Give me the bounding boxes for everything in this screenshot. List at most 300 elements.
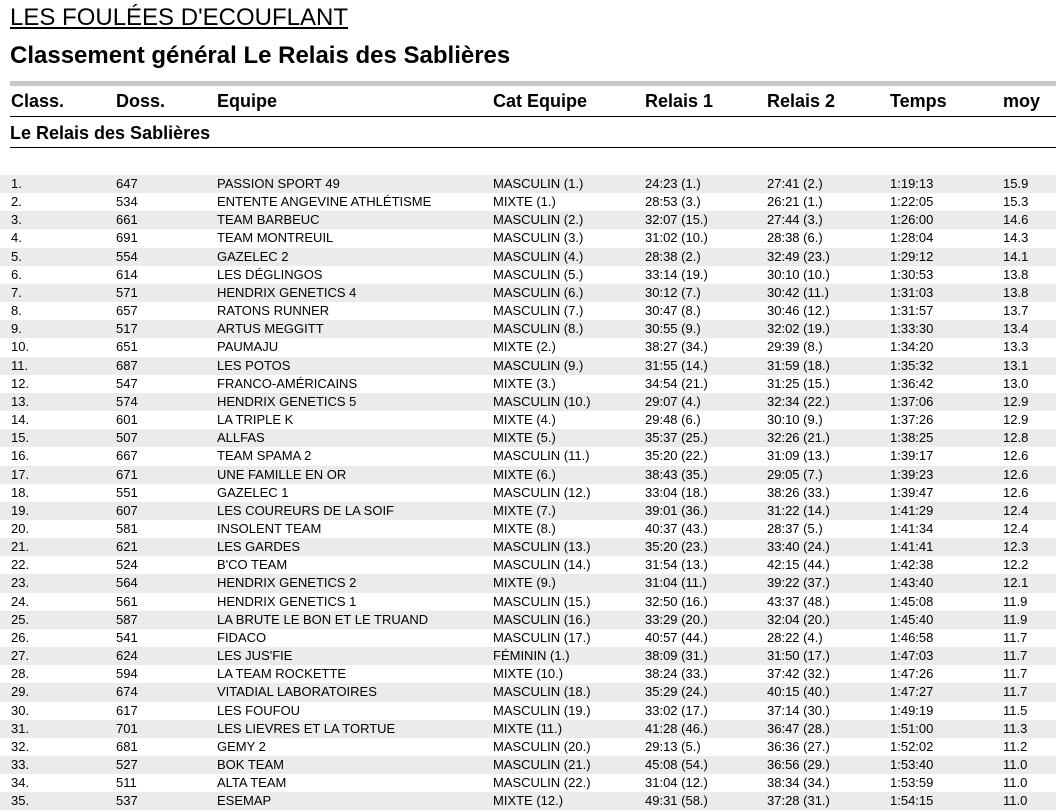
table-row <box>0 466 1056 484</box>
cell-rank: 18. <box>11 484 30 500</box>
cell-total-time: 1:35:32 <box>890 357 934 373</box>
cell-relay-1-time: 31:04 (12.) <box>645 775 708 791</box>
cell-rank: 1. <box>11 176 22 191</box>
cell-rank: 17. <box>11 466 30 482</box>
cell-team-name: LES POTOS <box>217 357 291 373</box>
cell-team-name: ALTA TEAM <box>217 775 287 791</box>
table-row <box>0 357 1056 375</box>
cell-relay-1-time: 28:38 (2.) <box>645 248 701 264</box>
cell-team-name: LA TRIPLE K <box>217 412 294 428</box>
cell-bib: 527 <box>116 757 138 772</box>
cell-team-name: HENDRIX GENETICS 2 <box>217 575 357 591</box>
cell-category: MIXTE (11.) <box>493 720 563 736</box>
cell-total-time: 1:26:00 <box>890 212 934 228</box>
cell-relay-1-time: 35:20 (23.) <box>645 539 708 555</box>
cell-bib: 524 <box>116 557 138 573</box>
cell-category: MASCULIN (8.) <box>493 321 584 337</box>
cell-category: MIXTE (5.) <box>493 430 556 446</box>
cell-relay-2-time: 37:42 (32.) <box>767 666 830 682</box>
cell-team-name: ARTUS MEGGITT <box>217 321 324 337</box>
organizer-title: LES FOULÉES D'ECOUFLANT <box>10 4 348 31</box>
table-row <box>0 738 1056 756</box>
cell-relay-1-time: 33:02 (17.) <box>645 702 708 718</box>
cell-total-time: 1:33:30 <box>890 321 934 337</box>
cell-avg-speed: 13.8 <box>1003 284 1029 300</box>
cell-rank: 31. <box>11 720 30 736</box>
cell-bib: 661 <box>116 212 138 228</box>
table-row <box>0 411 1056 429</box>
cell-bib: 651 <box>116 339 138 355</box>
cell-category: MIXTE (12.) <box>493 793 564 809</box>
cell-avg-speed: 13.0 <box>1003 375 1029 391</box>
cell-team-name: VITADIAL LABORATOIRES <box>217 684 377 700</box>
cell-relay-1-time: 33:04 (18.) <box>645 484 708 500</box>
cell-bib: 507 <box>116 430 138 446</box>
cell-rank: 21. <box>11 539 30 555</box>
cell-relay-1-time: 35:20 (22.) <box>645 448 708 464</box>
cell-category: MIXTE (7.) <box>493 502 556 518</box>
cell-relay-2-time: 31:25 (15.) <box>767 375 830 391</box>
cell-relay-1-time: 31:55 (14.) <box>645 357 708 373</box>
cell-total-time: 1:28:04 <box>890 230 934 246</box>
cell-total-time: 1:36:42 <box>890 375 934 391</box>
table-row <box>0 320 1056 338</box>
column-header-cat-equipe: Cat Equipe <box>493 91 588 111</box>
cell-relay-1-time: 49:31 (58.) <box>645 793 708 809</box>
cell-rank: 22. <box>11 557 30 573</box>
cell-rank: 8. <box>11 303 22 319</box>
cell-total-time: 1:47:03 <box>890 648 934 664</box>
table-row <box>0 229 1056 247</box>
cell-category: MIXTE (8.) <box>493 520 556 536</box>
cell-bib: 554 <box>116 248 138 264</box>
cell-relay-1-time: 31:04 (11.) <box>645 575 707 591</box>
cell-rank: 10. <box>11 339 30 355</box>
cell-category: MASCULIN (10.) <box>493 393 591 409</box>
table-row <box>0 538 1056 556</box>
cell-category: MASCULIN (7.) <box>493 303 584 319</box>
cell-category: MASCULIN (3.) <box>493 230 584 246</box>
cell-category: MIXTE (4.) <box>493 412 556 428</box>
cell-rank: 35. <box>11 793 30 809</box>
cell-relay-2-time: 37:14 (30.) <box>767 702 830 718</box>
cell-rank: 7. <box>11 284 22 300</box>
cell-avg-speed: 12.6 <box>1003 466 1029 482</box>
cell-total-time: 1:41:41 <box>890 539 934 555</box>
cell-team-name: HENDRIX GENETICS 1 <box>217 593 357 609</box>
cell-relay-2-time: 32:02 (19.) <box>767 321 830 337</box>
table-row <box>0 756 1056 774</box>
cell-avg-speed: 11.3 <box>1003 720 1028 736</box>
cell-relay-1-time: 38:24 (33.) <box>645 666 708 682</box>
table-row <box>0 248 1056 266</box>
table-row <box>0 211 1056 229</box>
cell-bib: 621 <box>116 539 138 555</box>
cell-relay-1-time: 38:09 (31.) <box>645 648 708 664</box>
cell-total-time: 1:46:58 <box>890 629 934 645</box>
cell-team-name: FIDACO <box>217 629 267 645</box>
cell-category: MASCULIN (17.) <box>493 629 591 645</box>
cell-category: MIXTE (6.) <box>493 466 556 482</box>
cell-total-time: 1:45:40 <box>890 611 934 627</box>
cell-category: MIXTE (2.) <box>493 339 556 355</box>
cell-bib: 671 <box>116 466 138 482</box>
cell-total-time: 1:30:53 <box>890 266 934 282</box>
cell-bib: 614 <box>116 266 138 282</box>
cell-total-time: 1:37:26 <box>890 412 934 428</box>
cell-relay-1-time: 33:29 (20.) <box>645 611 708 627</box>
cell-avg-speed: 13.7 <box>1003 303 1029 319</box>
cell-relay-2-time: 28:38 (6.) <box>767 230 823 246</box>
cell-total-time: 1:41:34 <box>890 520 934 536</box>
cell-rank: 33. <box>11 757 30 772</box>
cell-relay-1-time: 29:48 (6.) <box>645 412 701 428</box>
table-row <box>0 556 1056 574</box>
cell-relay-2-time: 30:46 (12.) <box>767 303 830 319</box>
table-row <box>0 593 1056 611</box>
cell-avg-speed: 11.0 <box>1003 793 1028 809</box>
cell-total-time: 1:45:08 <box>890 593 934 609</box>
cell-bib: 551 <box>116 484 138 500</box>
cell-relay-2-time: 36:56 (29.) <box>767 757 830 772</box>
cell-category: MASCULIN (1.) <box>493 176 584 191</box>
cell-team-name: HENDRIX GENETICS 5 <box>217 393 357 409</box>
cell-avg-speed: 12.4 <box>1003 520 1029 536</box>
table-row <box>0 302 1056 320</box>
cell-relay-1-time: 30:12 (7.) <box>645 284 701 300</box>
table-row <box>0 175 1056 193</box>
cell-relay-2-time: 31:59 (18.) <box>767 357 830 373</box>
cell-category: MASCULIN (2.) <box>493 212 584 228</box>
results-table <box>0 175 1056 810</box>
cell-relay-1-time: 35:29 (24.) <box>645 684 708 700</box>
cell-team-name: B'CO TEAM <box>217 557 288 573</box>
section-rule <box>10 147 1056 148</box>
table-row <box>0 683 1056 701</box>
cell-team-name: LES FOUFOU <box>217 702 301 718</box>
cell-relay-2-time: 31:50 (17.) <box>767 648 830 664</box>
cell-relay-1-time: 30:55 (9.) <box>645 321 701 337</box>
cell-avg-speed: 11.7 <box>1003 684 1028 700</box>
cell-bib: 617 <box>116 702 138 718</box>
cell-relay-2-time: 26:21 (1.) <box>767 194 823 210</box>
cell-team-name: PASSION SPORT 49 <box>217 176 340 191</box>
cell-relay-2-time: 39:22 (37.) <box>767 575 830 591</box>
table-row <box>0 611 1056 629</box>
cell-total-time: 1:29:12 <box>890 248 934 264</box>
cell-relay-2-time: 31:09 (13.) <box>767 448 830 464</box>
cell-category: MASCULIN (11.) <box>493 448 590 464</box>
cell-total-time: 1:52:02 <box>890 738 934 754</box>
cell-team-name: BOK TEAM <box>217 757 284 772</box>
cell-relay-2-time: 38:34 (34.) <box>767 775 830 791</box>
header-rule <box>10 116 1056 117</box>
cell-relay-1-time: 32:50 (16.) <box>645 593 708 609</box>
cell-rank: 13. <box>11 393 30 409</box>
table-row <box>0 574 1056 592</box>
cell-category: MASCULIN (19.) <box>493 702 591 718</box>
cell-total-time: 1:43:40 <box>890 575 934 591</box>
cell-category: MASCULIN (12.) <box>493 484 591 500</box>
cell-total-time: 1:22:05 <box>890 194 934 210</box>
cell-bib: 537 <box>116 793 138 809</box>
cell-bib: 574 <box>116 393 138 409</box>
cell-avg-speed: 11.5 <box>1003 702 1028 718</box>
cell-bib: 587 <box>116 611 138 627</box>
table-row <box>0 338 1056 356</box>
cell-total-time: 1:54:15 <box>890 793 934 809</box>
column-header-class: Class. <box>11 91 65 111</box>
cell-category: MASCULIN (6.) <box>493 284 584 300</box>
cell-rank: 26. <box>11 629 30 645</box>
cell-relay-2-time: 32:26 (21.) <box>767 430 830 446</box>
cell-avg-speed: 13.4 <box>1003 321 1029 337</box>
cell-relay-2-time: 40:15 (40.) <box>767 684 830 700</box>
cell-relay-1-time: 40:57 (44.) <box>645 629 708 645</box>
cell-relay-2-time: 36:47 (28.) <box>767 720 830 736</box>
cell-bib: 647 <box>116 176 138 191</box>
cell-bib: 601 <box>116 412 138 428</box>
cell-team-name: LES GARDES <box>217 539 301 555</box>
cell-relay-1-time: 38:43 (35.) <box>645 466 708 482</box>
cell-bib: 667 <box>116 448 138 464</box>
cell-avg-speed: 11.7 <box>1003 666 1028 682</box>
table-header <box>0 88 1056 114</box>
cell-team-name: GEMY 2 <box>217 738 266 754</box>
cell-avg-speed: 11.9 <box>1003 611 1028 627</box>
cell-avg-speed: 12.9 <box>1003 412 1029 428</box>
table-row <box>0 193 1056 211</box>
cell-bib: 571 <box>116 284 138 300</box>
cell-category: MIXTE (3.) <box>493 375 556 391</box>
cell-bib: 624 <box>116 648 138 664</box>
cell-relay-1-time: 24:23 (1.) <box>645 176 701 191</box>
cell-rank: 16. <box>11 448 30 464</box>
column-header-temps: Temps <box>890 91 947 111</box>
cell-avg-speed: 12.8 <box>1003 430 1029 446</box>
table-row <box>0 266 1056 284</box>
cell-avg-speed: 11.0 <box>1003 757 1028 772</box>
cell-total-time: 1:42:38 <box>890 557 934 573</box>
cell-rank: 32. <box>11 738 30 754</box>
cell-avg-speed: 14.1 <box>1003 248 1029 264</box>
cell-team-name: PAUMAJU <box>217 339 279 355</box>
cell-relay-2-time: 29:05 (7.) <box>767 466 823 482</box>
cell-relay-1-time: 35:37 (25.) <box>645 430 708 446</box>
cell-bib: 701 <box>116 720 138 736</box>
cell-category: MASCULIN (13.) <box>493 539 591 555</box>
cell-relay-2-time: 30:42 (11.) <box>767 284 829 300</box>
table-row <box>0 447 1056 465</box>
cell-avg-speed: 11.7 <box>1003 629 1028 645</box>
cell-category: MASCULIN (9.) <box>493 357 584 373</box>
cell-category: MASCULIN (15.) <box>493 593 591 609</box>
cell-rank: 11. <box>11 357 29 373</box>
cell-avg-speed: 13.1 <box>1003 357 1029 373</box>
cell-relay-1-time: 30:47 (8.) <box>645 303 701 319</box>
cell-avg-speed: 12.2 <box>1003 557 1029 573</box>
table-row <box>0 284 1056 302</box>
cell-relay-1-time: 31:54 (13.) <box>645 557 708 573</box>
cell-bib: 564 <box>116 575 138 591</box>
cell-rank: 14. <box>11 412 30 428</box>
cell-rank: 24. <box>11 593 30 609</box>
table-row <box>0 665 1056 683</box>
cell-avg-speed: 12.6 <box>1003 448 1029 464</box>
cell-total-time: 1:34:20 <box>890 339 934 355</box>
cell-relay-1-time: 33:14 (19.) <box>645 266 708 282</box>
column-header-equipe: Equipe <box>217 91 278 111</box>
cell-rank: 23. <box>11 575 30 591</box>
cell-team-name: FRANCO-AMÉRICAINS <box>217 375 358 391</box>
column-header-doss: Doss. <box>116 91 166 111</box>
cell-relay-1-time: 28:53 (3.) <box>645 194 701 210</box>
column-header-relais-2: Relais 2 <box>767 91 836 111</box>
cell-total-time: 1:38:25 <box>890 430 934 446</box>
cell-total-time: 1:39:47 <box>890 484 934 500</box>
cell-team-name: GAZELEC 2 <box>217 248 289 264</box>
cell-category: MASCULIN (18.) <box>493 684 591 700</box>
cell-total-time: 1:49:19 <box>890 702 934 718</box>
cell-avg-speed: 12.3 <box>1003 539 1029 555</box>
cell-relay-2-time: 30:10 (9.) <box>767 412 823 428</box>
cell-total-time: 1:47:27 <box>890 684 934 700</box>
cell-total-time: 1:41:29 <box>890 502 934 518</box>
cell-rank: 4. <box>11 230 22 246</box>
cell-team-name: INSOLENT TEAM <box>217 520 322 536</box>
cell-team-name: LES DÉGLINGOS <box>217 266 323 282</box>
cell-avg-speed: 12.1 <box>1003 575 1029 591</box>
cell-category: FÉMININ (1.) <box>493 648 570 664</box>
table-row <box>0 720 1056 738</box>
cell-team-name: TEAM MONTREUIL <box>217 230 334 246</box>
cell-total-time: 1:31:57 <box>890 303 934 319</box>
cell-bib: 691 <box>116 230 138 246</box>
table-row <box>0 375 1056 393</box>
cell-bib: 541 <box>116 629 138 645</box>
cell-category: MASCULIN (20.) <box>493 738 591 754</box>
cell-team-name: RATONS RUNNER <box>217 303 330 319</box>
cell-team-name: LES JUS'FIE <box>217 648 293 664</box>
cell-relay-2-time: 32:49 (23.) <box>767 248 830 264</box>
cell-category: MIXTE (10.) <box>493 666 564 682</box>
cell-rank: 29. <box>11 684 30 700</box>
cell-category: MASCULIN (5.) <box>493 266 584 282</box>
cell-relay-2-time: 36:36 (27.) <box>767 738 830 754</box>
cell-category: MASCULIN (16.) <box>493 611 591 627</box>
column-header-moy: moy <box>1003 91 1041 111</box>
cell-rank: 9. <box>11 321 22 337</box>
cell-bib: 657 <box>116 303 138 319</box>
cell-avg-speed: 12.9 <box>1003 393 1029 409</box>
cell-category: MASCULIN (22.) <box>493 775 591 791</box>
cell-avg-speed: 15.3 <box>1003 194 1029 210</box>
cell-avg-speed: 12.4 <box>1003 502 1029 518</box>
table-row <box>0 429 1056 447</box>
cell-avg-speed: 11.9 <box>1003 593 1028 609</box>
cell-relay-1-time: 34:54 (21.) <box>645 375 708 391</box>
cell-avg-speed: 13.3 <box>1003 339 1029 355</box>
cell-total-time: 1:47:26 <box>890 666 934 682</box>
cell-category: MASCULIN (21.) <box>493 757 591 772</box>
cell-team-name: GAZELEC 1 <box>217 484 289 500</box>
cell-relay-1-time: 29:07 (4.) <box>645 393 701 409</box>
cell-avg-speed: 11.2 <box>1003 738 1028 754</box>
cell-rank: 20. <box>11 520 30 536</box>
cell-avg-speed: 15.9 <box>1003 176 1029 191</box>
cell-team-name: ESEMAP <box>217 793 272 809</box>
cell-category: MIXTE (1.) <box>493 194 556 210</box>
cell-rank: 27. <box>11 648 30 664</box>
cell-team-name: ALLFAS <box>217 430 265 446</box>
cell-team-name: LES LIEVRES ET LA TORTUE <box>217 720 396 736</box>
cell-total-time: 1:51:00 <box>890 720 934 736</box>
cell-bib: 607 <box>116 502 138 518</box>
cell-relay-2-time: 33:40 (24.) <box>767 539 830 555</box>
cell-rank: 6. <box>11 266 22 282</box>
cell-rank: 5. <box>11 248 22 264</box>
cell-bib: 561 <box>116 593 138 609</box>
cell-relay-2-time: 32:04 (20.) <box>767 611 830 627</box>
table-row <box>0 629 1056 647</box>
table-row <box>0 502 1056 520</box>
table-row <box>0 774 1056 792</box>
cell-avg-speed: 14.3 <box>1003 230 1029 246</box>
cell-avg-speed: 14.6 <box>1003 212 1029 228</box>
cell-bib: 534 <box>116 194 138 210</box>
cell-bib: 517 <box>116 321 138 337</box>
cell-relay-1-time: 31:02 (10.) <box>645 230 708 246</box>
cell-relay-1-time: 39:01 (36.) <box>645 502 708 518</box>
cell-rank: 19. <box>11 502 30 518</box>
cell-relay-1-time: 32:07 (15.) <box>645 212 708 228</box>
cell-relay-2-time: 31:22 (14.) <box>767 502 830 518</box>
cell-rank: 2. <box>11 194 22 210</box>
cell-team-name: LA BRUTE LE BON ET LE TRUAND <box>217 611 429 627</box>
cell-rank: 34. <box>11 775 30 791</box>
cell-avg-speed: 11.7 <box>1003 648 1028 664</box>
cell-team-name: TEAM SPAMA 2 <box>217 448 312 464</box>
cell-team-name: LA TEAM ROCKETTE <box>217 666 347 682</box>
cell-bib: 547 <box>116 375 138 391</box>
cell-relay-2-time: 29:39 (8.) <box>767 339 823 355</box>
cell-bib: 594 <box>116 666 138 682</box>
cell-relay-2-time: 27:44 (3.) <box>767 212 823 228</box>
cell-relay-2-time: 27:41 (2.) <box>767 176 823 191</box>
table-row <box>0 484 1056 502</box>
cell-rank: 3. <box>11 212 22 228</box>
section-title: Le Relais des Sablières <box>10 123 211 143</box>
cell-relay-2-time: 32:34 (22.) <box>767 393 830 409</box>
cell-total-time: 1:53:59 <box>890 775 934 791</box>
cell-category: MIXTE (9.) <box>493 575 556 591</box>
table-row <box>0 393 1056 411</box>
cell-relay-2-time: 30:10 (10.) <box>767 266 830 282</box>
cell-relay-2-time: 28:22 (4.) <box>767 629 823 645</box>
cell-category: MASCULIN (14.) <box>493 557 591 573</box>
cell-relay-2-time: 43:37 (48.) <box>767 593 830 609</box>
cell-relay-1-time: 40:37 (43.) <box>645 520 708 536</box>
cell-total-time: 1:39:17 <box>890 448 934 464</box>
cell-team-name: HENDRIX GENETICS 4 <box>217 284 357 300</box>
cell-bib: 687 <box>116 357 138 373</box>
header-divider <box>10 81 1056 86</box>
cell-bib: 511 <box>116 775 137 791</box>
cell-team-name: LES COUREURS DE LA SOIF <box>217 502 394 518</box>
cell-relay-1-time: 45:08 (54.) <box>645 757 708 772</box>
cell-team-name: ENTENTE ANGEVINE ATHLÉTISME <box>217 194 432 210</box>
cell-relay-2-time: 42:15 (44.) <box>767 557 830 573</box>
